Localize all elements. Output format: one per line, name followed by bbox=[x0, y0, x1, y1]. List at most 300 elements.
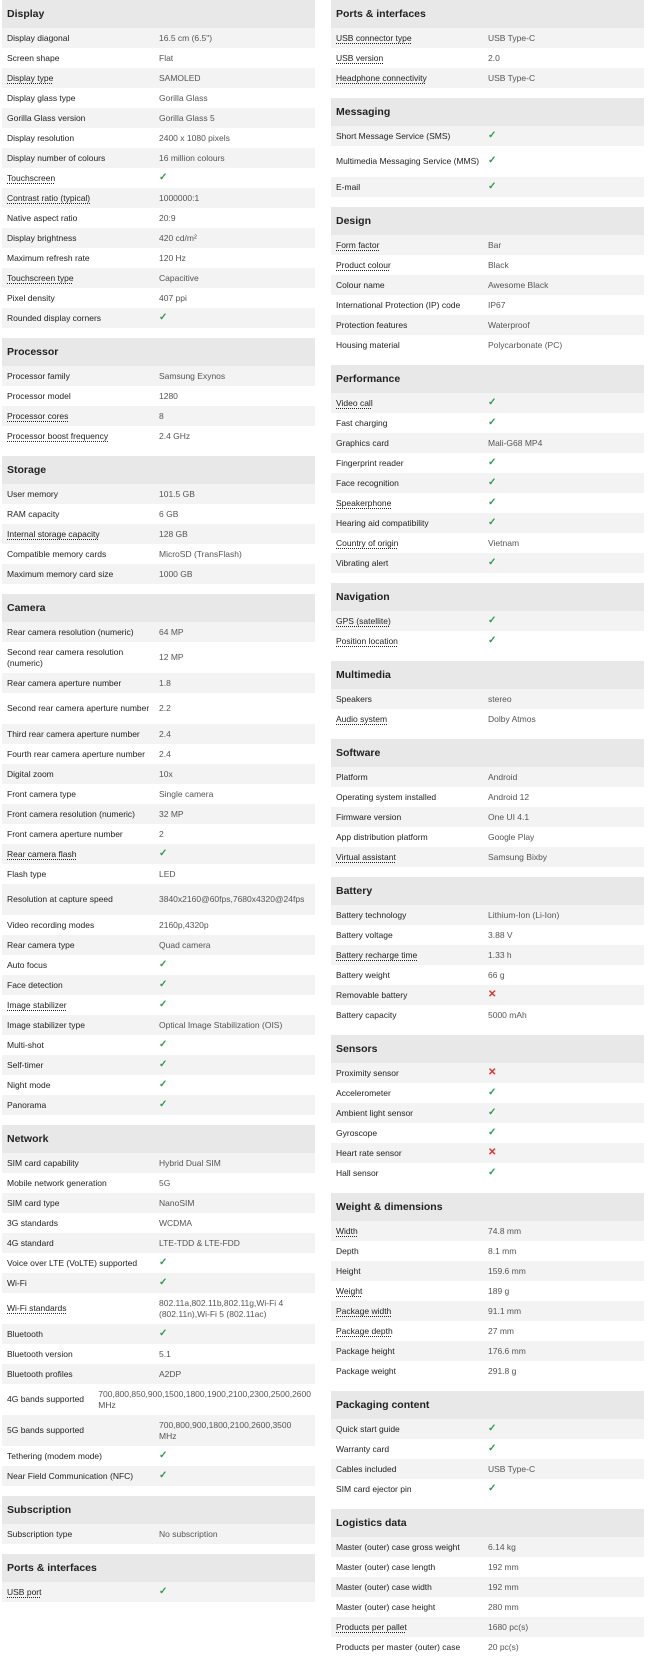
spec-label: Multimedia Messaging Service (MMS) bbox=[336, 156, 480, 167]
spec-value: Hybrid Dual SIM bbox=[159, 1157, 221, 1168]
spec-row-sim-card-capability bbox=[2, 1153, 315, 1173]
spec-label: Depth bbox=[336, 1245, 359, 1256]
check-icon bbox=[159, 1277, 315, 1290]
spec-label: Operating system installed bbox=[336, 791, 437, 802]
spec-row-package-depth bbox=[331, 1321, 644, 1341]
spec-label: Master (outer) case width bbox=[336, 1581, 432, 1592]
spec-row-contrast-ratio-typical bbox=[2, 188, 315, 208]
spec-row-master-outer-case-gross-weight bbox=[331, 1537, 644, 1557]
check-icon: ✓ bbox=[488, 1086, 497, 1098]
check-icon: ✓ bbox=[488, 476, 497, 488]
spec-value: One UI 4.1 bbox=[488, 811, 530, 822]
spec-row-ram-capacity bbox=[2, 504, 315, 524]
spec-row-speakers bbox=[331, 689, 644, 709]
spec-row-second-rear-camera-resolution-numeric bbox=[2, 642, 315, 673]
spec-row-vibrating-alert bbox=[331, 553, 644, 573]
spec-label: Screen shape bbox=[7, 52, 60, 63]
spec-label[interactable]: Image stabilizer bbox=[7, 999, 67, 1010]
spec-label[interactable]: Rear camera flash bbox=[7, 848, 77, 859]
spec-label[interactable]: Width bbox=[336, 1225, 358, 1236]
spec-label[interactable]: Position location bbox=[336, 635, 398, 646]
check-icon bbox=[159, 999, 315, 1012]
spec-label: Pixel density bbox=[7, 292, 55, 303]
spec-label: Gyroscope bbox=[336, 1127, 378, 1138]
spec-row-internal-storage-capacity bbox=[2, 524, 315, 544]
spec-label: Processor model bbox=[7, 390, 71, 401]
check-icon bbox=[159, 172, 315, 185]
spec-row-width bbox=[331, 1221, 644, 1241]
spec-label[interactable]: Form factor bbox=[336, 239, 380, 250]
spec-value: 20:9 bbox=[159, 212, 176, 223]
spec-label: Image stabilizer type bbox=[7, 1019, 85, 1030]
spec-value: 128 GB bbox=[159, 528, 188, 539]
spec-value: 74.8 mm bbox=[488, 1225, 522, 1236]
section-title: Navigation bbox=[331, 583, 644, 611]
spec-row-package-height bbox=[331, 1341, 644, 1361]
spec-value: 20 pc(s) bbox=[488, 1641, 519, 1652]
check-icon bbox=[488, 477, 644, 490]
spec-label[interactable]: Battery recharge time bbox=[336, 949, 418, 960]
spec-label: Wi-Fi bbox=[7, 1277, 27, 1288]
check-icon: ✓ bbox=[159, 1078, 168, 1090]
section-title: Ports & interfaces bbox=[2, 1554, 315, 1582]
spec-label[interactable]: Touchscreen bbox=[7, 172, 56, 183]
spec-value: 27 mm bbox=[488, 1325, 514, 1336]
spec-row-platform bbox=[331, 767, 644, 787]
spec-label: Battery voltage bbox=[336, 929, 393, 940]
check-icon: ✓ bbox=[159, 998, 168, 1010]
check-icon bbox=[488, 1483, 644, 1496]
spec-row-native-aspect-ratio bbox=[2, 208, 315, 228]
spec-value: Android bbox=[488, 771, 518, 782]
spec-label[interactable]: Speakerphone bbox=[336, 497, 392, 508]
spec-label: Mobile network generation bbox=[7, 1177, 107, 1188]
check-icon bbox=[159, 312, 315, 325]
spec-row-multimedia-messaging-service-mms bbox=[331, 146, 644, 177]
spec-row-international-protection-ip-code bbox=[331, 295, 644, 315]
section-display bbox=[2, 0, 315, 328]
spec-row-graphics-card bbox=[331, 433, 644, 453]
check-icon: ✓ bbox=[159, 1058, 168, 1070]
check-icon bbox=[159, 1328, 315, 1341]
spec-row-screen-shape bbox=[2, 48, 315, 68]
check-icon: ✓ bbox=[159, 1449, 168, 1461]
spec-label[interactable]: Processor boost frequency bbox=[7, 430, 109, 441]
check-icon bbox=[159, 959, 315, 972]
check-icon: ✓ bbox=[488, 1442, 497, 1454]
spec-label: Gorilla Glass version bbox=[7, 112, 86, 123]
spec-value: 3840x2160@60fps,7680x4320@24fps bbox=[159, 894, 305, 905]
spec-value: 10x bbox=[159, 768, 173, 779]
spec-row-processor-cores bbox=[2, 406, 315, 426]
section-title: Network bbox=[2, 1125, 315, 1153]
spec-row-operating-system-installed bbox=[331, 787, 644, 807]
spec-row-e-mail bbox=[331, 177, 644, 197]
spec-row-battery-voltage bbox=[331, 925, 644, 945]
spec-row-second-rear-camera-aperture-number bbox=[2, 693, 315, 724]
spec-row-battery-capacity bbox=[331, 1005, 644, 1025]
spec-label[interactable]: Products per pallet bbox=[336, 1621, 407, 1632]
section-title: Multimedia bbox=[331, 661, 644, 689]
spec-label: 4G standard bbox=[7, 1237, 54, 1248]
spec-value: 1680 pc(s) bbox=[488, 1621, 529, 1632]
check-icon: ✓ bbox=[488, 1482, 497, 1494]
spec-value: A2DP bbox=[159, 1368, 182, 1379]
spec-label[interactable]: Package depth bbox=[336, 1325, 393, 1336]
spec-label: Hearing aid compatibility bbox=[336, 517, 429, 528]
section-title: Display bbox=[2, 0, 315, 28]
spec-row-night-mode bbox=[2, 1075, 315, 1095]
spec-label: Vibrating alert bbox=[336, 557, 389, 568]
check-icon: ✓ bbox=[488, 516, 497, 528]
spec-row-display-number-of-colours bbox=[2, 148, 315, 168]
check-icon: ✓ bbox=[159, 1327, 168, 1339]
spec-value: MicroSD (TransFlash) bbox=[159, 548, 242, 559]
spec-label: Night mode bbox=[7, 1079, 51, 1090]
spec-row-touchscreen bbox=[2, 168, 315, 188]
spec-value: 1000 GB bbox=[159, 568, 193, 579]
spec-label: Resolution at capture speed bbox=[7, 894, 113, 905]
spec-label[interactable]: Processor cores bbox=[7, 410, 69, 421]
check-icon bbox=[488, 1423, 644, 1436]
spec-value: Gorilla Glass 5 bbox=[159, 112, 215, 123]
section-processor bbox=[2, 338, 315, 446]
section-camera bbox=[2, 594, 315, 1115]
check-icon bbox=[159, 1450, 315, 1463]
check-icon bbox=[159, 979, 315, 992]
spec-row-package-width bbox=[331, 1301, 644, 1321]
spec-row-rounded-display-corners bbox=[2, 308, 315, 328]
spec-value: Lithium-Ion (Li-Ion) bbox=[488, 909, 560, 920]
spec-label: Package height bbox=[336, 1345, 395, 1356]
spec-value: Black bbox=[488, 259, 509, 270]
check-icon: ✓ bbox=[488, 129, 497, 141]
spec-value: stereo bbox=[488, 693, 512, 704]
spec-label[interactable]: Weight bbox=[336, 1285, 363, 1296]
spec-label: Subscription type bbox=[7, 1528, 73, 1539]
section-title: Software bbox=[331, 739, 644, 767]
spec-value: 192 mm bbox=[488, 1561, 519, 1572]
spec-row-processor-model bbox=[2, 386, 315, 406]
check-icon: ✓ bbox=[159, 1585, 168, 1597]
spec-label[interactable]: USB version bbox=[336, 52, 384, 63]
spec-label[interactable]: Wi-Fi standards bbox=[7, 1303, 67, 1314]
spec-row-virtual-assistant bbox=[331, 847, 644, 867]
section-subscription bbox=[2, 1496, 315, 1544]
section-title: Ports & interfaces bbox=[331, 0, 644, 28]
spec-row-maximum-memory-card-size bbox=[2, 564, 315, 584]
spec-label: International Protection (IP) code bbox=[336, 299, 461, 310]
spec-label: Firmware version bbox=[336, 811, 402, 822]
spec-value: 2.4 GHz bbox=[159, 430, 191, 441]
check-icon bbox=[488, 635, 644, 648]
spec-row-front-camera-resolution-numeric bbox=[2, 804, 315, 824]
check-icon bbox=[488, 130, 644, 143]
spec-value: 120 Hz bbox=[159, 252, 186, 263]
spec-value: Awesome Black bbox=[488, 279, 549, 290]
spec-label: Housing material bbox=[336, 339, 400, 350]
spec-value: 2160p,4320p bbox=[159, 919, 209, 930]
spec-value: 16.5 cm (6.5") bbox=[159, 32, 213, 43]
spec-label: Short Message Service (SMS) bbox=[336, 130, 451, 141]
spec-row-panorama bbox=[2, 1095, 315, 1115]
section-title: Processor bbox=[2, 338, 315, 366]
spec-label[interactable]: Audio system bbox=[336, 713, 388, 724]
spec-row-battery-weight bbox=[331, 965, 644, 985]
spec-value: 176.6 mm bbox=[488, 1345, 526, 1356]
check-icon: ✓ bbox=[159, 978, 168, 990]
check-icon: ✓ bbox=[488, 1106, 497, 1118]
spec-value: 3.88 V bbox=[488, 929, 513, 940]
spec-label: Speakers bbox=[336, 693, 372, 704]
spec-value: 5000 mAh bbox=[488, 1009, 527, 1020]
spec-label[interactable]: Country of origin bbox=[336, 537, 399, 548]
section-navigation bbox=[331, 583, 644, 651]
spec-label: Quick start guide bbox=[336, 1423, 400, 1434]
spec-label: 3G standards bbox=[7, 1217, 59, 1228]
spec-row-rear-camera-type bbox=[2, 935, 315, 955]
spec-label[interactable]: Contrast ratio (typical) bbox=[7, 192, 91, 203]
check-icon: ✓ bbox=[159, 958, 168, 970]
spec-row-wi-fi-standards bbox=[2, 1293, 315, 1324]
spec-row-fourth-rear-camera-aperture-number bbox=[2, 744, 315, 764]
spec-row-product-colour bbox=[331, 255, 644, 275]
spec-label: Second rear camera aperture number bbox=[7, 703, 150, 714]
spec-row-speakerphone bbox=[331, 493, 644, 513]
spec-row-accelerometer bbox=[331, 1083, 644, 1103]
spec-row-fast-charging bbox=[331, 413, 644, 433]
check-icon bbox=[488, 1107, 644, 1120]
check-icon: ✓ bbox=[488, 180, 497, 192]
spec-value: NanoSIM bbox=[159, 1197, 195, 1208]
spec-value: 6.14 kg bbox=[488, 1541, 516, 1552]
check-icon bbox=[488, 517, 644, 530]
spec-label: Master (outer) case gross weight bbox=[336, 1541, 460, 1552]
spec-row-wi-fi bbox=[2, 1273, 315, 1293]
spec-label[interactable]: USB port bbox=[7, 1586, 42, 1597]
spec-value: Optical Image Stabilization (OIS) bbox=[159, 1019, 283, 1030]
check-icon bbox=[488, 417, 644, 430]
spec-row-sim-card-ejector-pin bbox=[331, 1479, 644, 1499]
spec-value: 12 MP bbox=[159, 652, 184, 663]
spec-row-bluetooth-version bbox=[2, 1344, 315, 1364]
section-logistics-data bbox=[331, 1509, 644, 1657]
right-column bbox=[331, 0, 644, 1667]
spec-row-3g-standards bbox=[2, 1213, 315, 1233]
spec-row-country-of-origin bbox=[331, 533, 644, 553]
spec-value: 1.33 h bbox=[488, 949, 512, 960]
spec-row-front-camera-type bbox=[2, 784, 315, 804]
spec-value: 802.11a,802.11b,802.11g,Wi-Fi 4 (802.11n),Wi-Fi 5 (802.11ac) bbox=[159, 1297, 284, 1319]
spec-row-height bbox=[331, 1261, 644, 1281]
spec-value: 280 mm bbox=[488, 1601, 519, 1612]
spec-row-usb-version bbox=[331, 48, 644, 68]
spec-label[interactable]: Product colour bbox=[336, 259, 391, 270]
spec-label: Processor family bbox=[7, 370, 70, 381]
spec-value: 1280 bbox=[159, 390, 178, 401]
spec-label[interactable]: USB connector type bbox=[336, 32, 412, 43]
spec-label: Accelerometer bbox=[336, 1087, 391, 1098]
spec-row-battery-recharge-time bbox=[331, 945, 644, 965]
check-icon: ✓ bbox=[488, 1126, 497, 1138]
spec-row-display-diagonal bbox=[2, 28, 315, 48]
spec-row-master-outer-case-height bbox=[331, 1597, 644, 1617]
spec-row-proximity-sensor bbox=[331, 1063, 644, 1083]
check-icon: ✓ bbox=[159, 1276, 168, 1288]
section-network bbox=[2, 1125, 315, 1486]
spec-value: 32 MP bbox=[159, 808, 184, 819]
spec-value: 2.0 bbox=[488, 52, 500, 63]
spec-label: Bluetooth profiles bbox=[7, 1368, 73, 1379]
check-icon bbox=[159, 1257, 315, 1270]
spec-row-audio-system bbox=[331, 709, 644, 729]
spec-value: 101.5 GB bbox=[159, 488, 195, 499]
spec-row-4g-standard bbox=[2, 1233, 315, 1253]
spec-label[interactable]: Internal storage capacity bbox=[7, 528, 100, 539]
check-icon: ✓ bbox=[159, 1038, 168, 1050]
spec-label: Platform bbox=[336, 771, 368, 782]
spec-label[interactable]: Virtual assistant bbox=[336, 851, 396, 862]
spec-label: Maximum refresh rate bbox=[7, 252, 90, 263]
spec-value: 16 million colours bbox=[159, 152, 225, 163]
spec-value: Dolby Atmos bbox=[488, 713, 536, 724]
check-icon bbox=[488, 1127, 644, 1140]
spec-row-near-field-communication-nfc bbox=[2, 1466, 315, 1486]
check-icon: ✓ bbox=[488, 634, 497, 646]
spec-value: 2.4 bbox=[159, 728, 171, 739]
spec-label: SIM card capability bbox=[7, 1157, 79, 1168]
left-column bbox=[2, 0, 315, 1612]
check-icon: ✓ bbox=[488, 416, 497, 428]
check-icon bbox=[488, 155, 644, 168]
spec-label[interactable]: Touchscreen type bbox=[7, 272, 74, 283]
spec-value: USB Type-C bbox=[488, 1463, 536, 1474]
spec-label: Package weight bbox=[336, 1365, 397, 1376]
spec-label: Maximum memory card size bbox=[7, 568, 114, 579]
section-ports-and-interfaces bbox=[331, 0, 644, 88]
spec-label: Near Field Communication (NFC) bbox=[7, 1470, 134, 1481]
spec-label[interactable]: Package width bbox=[336, 1305, 392, 1316]
spec-value: USB Type-C bbox=[488, 72, 536, 83]
check-icon bbox=[488, 1167, 644, 1180]
spec-label[interactable]: Video call bbox=[336, 397, 373, 408]
spec-value: 2 bbox=[159, 828, 164, 839]
spec-row-display-glass-type bbox=[2, 88, 315, 108]
spec-value: Samsung Bixby bbox=[488, 851, 548, 862]
spec-value: 2.2 bbox=[159, 703, 171, 714]
spec-row-face-detection bbox=[2, 975, 315, 995]
spec-label: Rear camera resolution (numeric) bbox=[7, 626, 134, 637]
section-title: Storage bbox=[2, 456, 315, 484]
spec-row-headphone-connectivity bbox=[331, 68, 644, 88]
spec-row-hearing-aid-compatibility bbox=[331, 513, 644, 533]
spec-row-sim-card-type bbox=[2, 1193, 315, 1213]
spec-row-warranty-card bbox=[331, 1439, 644, 1459]
check-icon: ✓ bbox=[488, 155, 497, 167]
spec-row-image-stabilizer-type bbox=[2, 1015, 315, 1035]
spec-value: Samsung Exynos bbox=[159, 370, 226, 381]
spec-value: USB Type-C bbox=[488, 32, 536, 43]
spec-label: Display resolution bbox=[7, 132, 75, 143]
spec-label[interactable]: Display type bbox=[7, 72, 54, 83]
spec-row-multi-shot bbox=[2, 1035, 315, 1055]
spec-label: SIM card type bbox=[7, 1197, 60, 1208]
spec-row-battery-technology bbox=[331, 905, 644, 925]
spec-row-products-per-master-outer-case bbox=[331, 1637, 644, 1657]
section-title: Messaging bbox=[331, 98, 644, 126]
section-ports-and-interfaces bbox=[2, 1554, 315, 1602]
spec-row-5g-bands-supported bbox=[2, 1415, 315, 1446]
spec-row-removable-battery bbox=[331, 985, 644, 1005]
section-design bbox=[331, 207, 644, 355]
spec-value: 66 g bbox=[488, 969, 505, 980]
section-storage bbox=[2, 456, 315, 584]
section-title: Design bbox=[331, 207, 644, 235]
spec-label: Rear camera type bbox=[7, 939, 75, 950]
spec-label: Bluetooth bbox=[7, 1328, 43, 1339]
check-icon: ✓ bbox=[488, 456, 497, 468]
spec-value: LTE-TDD & LTE-FDD bbox=[159, 1237, 240, 1248]
section-packaging-content bbox=[331, 1391, 644, 1499]
spec-row-position-location bbox=[331, 631, 644, 651]
section-battery bbox=[331, 877, 644, 1025]
spec-label: Front camera aperture number bbox=[7, 828, 123, 839]
spec-row-auto-focus bbox=[2, 955, 315, 975]
spec-value: 700,800,900,1800,2100,2600,3500 MHz bbox=[159, 1419, 292, 1441]
spec-row-compatible-memory-cards bbox=[2, 544, 315, 564]
spec-label: Display diagonal bbox=[7, 32, 70, 43]
cross-icon: ✕ bbox=[488, 1066, 497, 1078]
spec-label: User memory bbox=[7, 488, 59, 499]
spec-row-user-memory bbox=[2, 484, 315, 504]
spec-label: Face recognition bbox=[336, 477, 399, 488]
spec-label: Battery weight bbox=[336, 969, 390, 980]
spec-value: LED bbox=[159, 868, 176, 879]
check-icon bbox=[159, 1039, 315, 1052]
spec-label: E-mail bbox=[336, 181, 361, 192]
spec-label: Face detection bbox=[7, 979, 63, 990]
spec-value: 6 GB bbox=[159, 508, 179, 519]
check-icon: ✓ bbox=[159, 1098, 168, 1110]
spec-label[interactable]: Headphone connectivity bbox=[336, 72, 427, 83]
check-icon: ✓ bbox=[488, 496, 497, 508]
spec-label: App distribution platform bbox=[336, 831, 428, 842]
spec-label: Panorama bbox=[7, 1099, 47, 1110]
check-icon: ✓ bbox=[488, 556, 497, 568]
spec-row-housing-material bbox=[331, 335, 644, 355]
spec-label: Removable battery bbox=[336, 989, 408, 1000]
spec-row-usb-port bbox=[2, 1582, 315, 1602]
spec-label: Second rear camera resolution (numeric) bbox=[7, 646, 124, 668]
section-title: Battery bbox=[331, 877, 644, 905]
spec-label: Bluetooth version bbox=[7, 1348, 73, 1359]
check-icon bbox=[159, 848, 315, 861]
spec-row-master-outer-case-length bbox=[331, 1557, 644, 1577]
spec-label: Master (outer) case length bbox=[336, 1561, 436, 1572]
spec-label: 5G bands supported bbox=[7, 1425, 85, 1436]
spec-value: No subscription bbox=[159, 1528, 218, 1539]
spec-row-fingerprint-reader bbox=[331, 453, 644, 473]
check-icon: ✓ bbox=[159, 847, 168, 859]
spec-row-short-message-service-sms bbox=[331, 126, 644, 146]
spec-label[interactable]: GPS (satellite) bbox=[336, 615, 391, 626]
spec-label: RAM capacity bbox=[7, 508, 60, 519]
spec-value: 64 MP bbox=[159, 626, 184, 637]
cross-icon: ✕ bbox=[488, 988, 497, 1000]
spec-value: 291.8 g bbox=[488, 1365, 517, 1376]
spec-value: Polycarbonate (PC) bbox=[488, 339, 563, 350]
spec-label: Auto focus bbox=[7, 959, 48, 970]
